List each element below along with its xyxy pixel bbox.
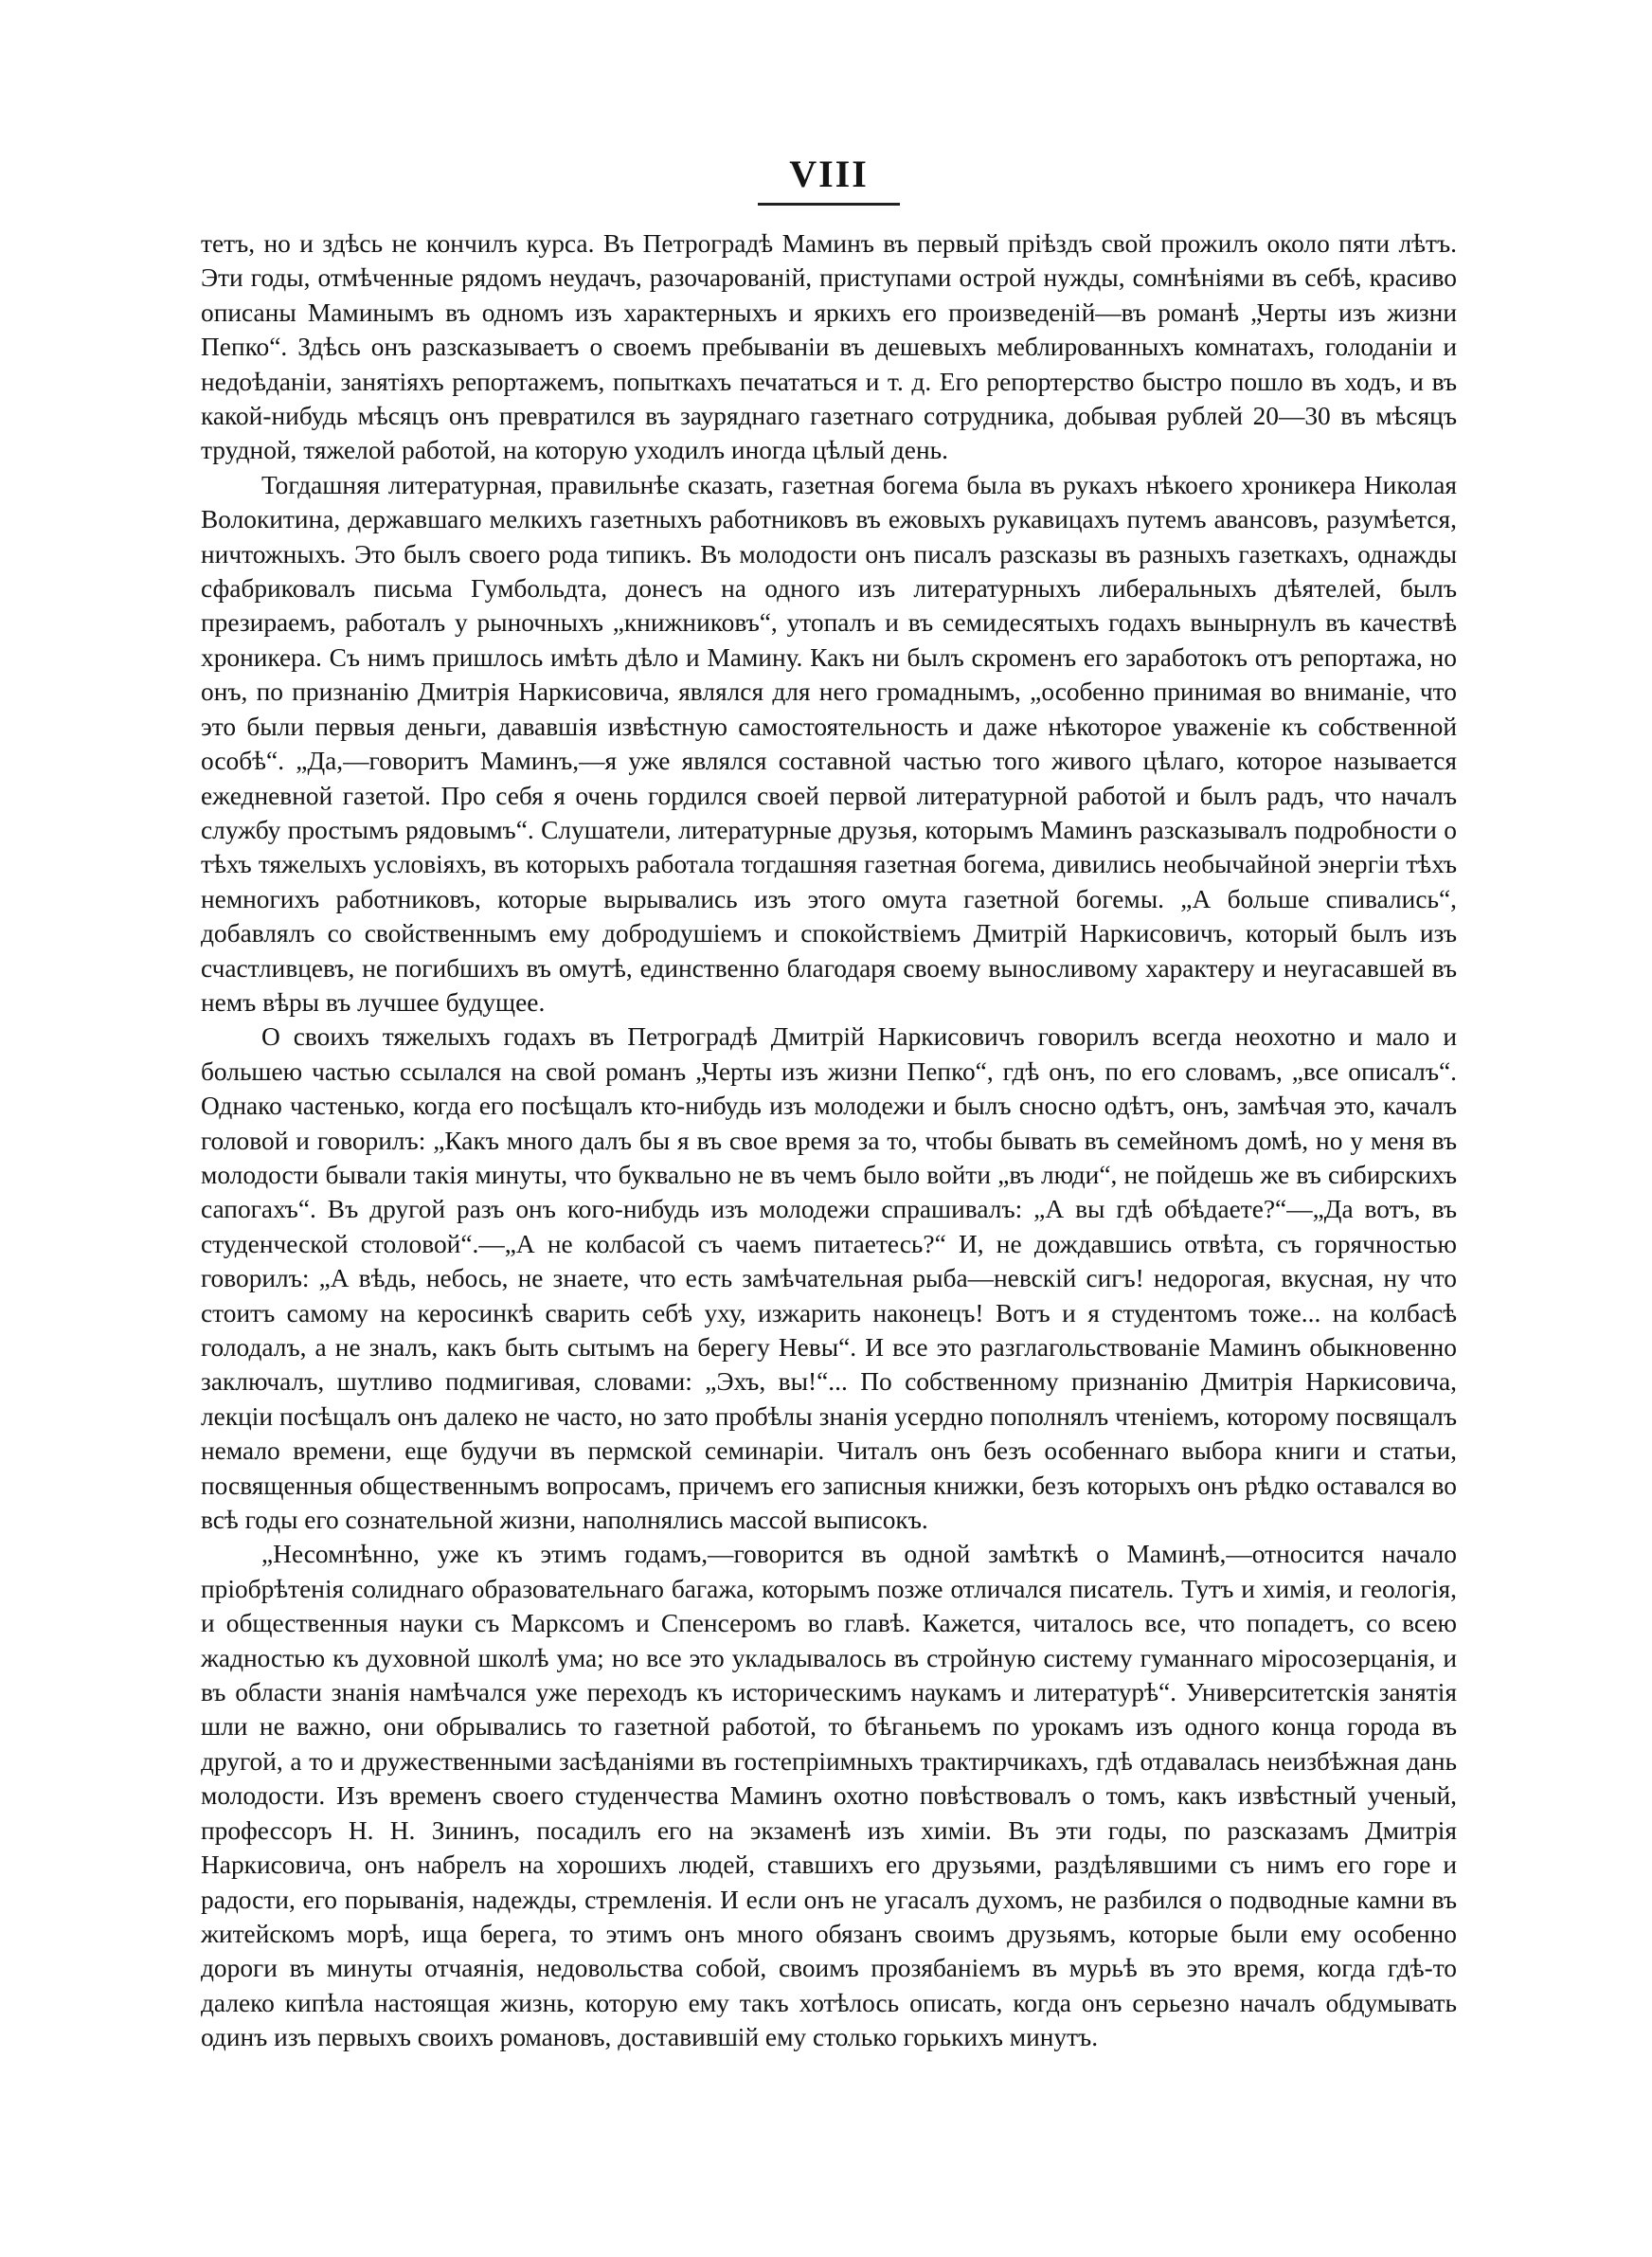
page-number: VIII [789,153,869,195]
paragraph-3: О своихъ тяжелыхъ годахъ въ Петроградѣ Дмитрій Наркисовичъ говорилъ всегда неохотно и мало и большею частью ссылался на свой романъ „Черты изъ жизни Пепко“, гдѣ онъ, по его словамъ, „все описалъ“. Однако частенько, когда его посѣщалъ кто-нибудь изъ молодежи и былъ сносно одѣтъ, онъ, замѣчая это, качалъ головой и говорилъ: „Какъ много далъ бы я въ свое время за то, чтобы бывать въ семейномъ домѣ, но у меня въ молодости бывали такія минуты, что буквально не въ чемъ было войти „въ люди“, не пойдешь же въ сибирскихъ сапогахъ“. Въ другой разъ онъ кого-нибудь изъ молодежи спрашивалъ: „А вы гдѣ обѣдаете?“—„Да вотъ, въ студенческой столовой“.—„А не колбасой съ чаемъ питаетесь?“ И, не дождавшись отвѣта, съ горячностью говорилъ: „А вѣдь, небось, не знаете, что есть замѣчательная рыба—невскій сигъ! недорогая, вкусная, ну что стоитъ самому на керосинкѣ сварить себѣ уху, изжарить наконецъ! Вотъ и я студентомъ тоже... на колбасѣ голодалъ, а не зналъ, какъ быть сытымъ на берегу Невы“. И все это разглагольствованіе Маминъ обыкновенно заключалъ, шутливо подмигивая, словами: „Эхъ, вы!“... По собственному признанію Дмитрія Наркисовича, лекціи посѣщалъ онъ далеко не часто, но зато пробѣлы знанія усердно пополнялъ чтеніемъ, которому посвящалъ немало времени, еще будучи въ пермской семинаріи. Читалъ онъ безъ особеннаго выбора книги и статьи, посвященныя общественнымъ вопросамъ, причемъ его записныя книжки, безъ которыхъ онъ рѣдко оставался во всѣ годы его сознательной жизни, наполнялись массой выписокъ. [201,1022,1457,1535]
paragraph-1: тетъ, но и здѣсь не кончилъ курса. Въ Петроградѣ Маминъ въ первый пріѣздъ свой прожилъ около пяти лѣтъ. Эти годы, отмѣченные рядомъ неудачъ, разочарованій, приступами острой нужды, сомнѣніями въ себѣ, красиво описаны Маминымъ въ одномъ изъ характерныхъ и яркихъ его произведеній—въ романѣ „Черты изъ жизни Пепко“. Здѣсь онъ разсказываетъ о своемъ пребываніи въ дешевыхъ меблированныхъ комнатахъ, голоданіи и недоѣданіи, занятіяхъ репортажемъ, попыткахъ печататься и т. д. Его репортерство быстро пошло въ ходъ, и въ какой-нибудь мѣсяцъ онъ превратился въ зауряднаго газетнаго сотрудника, добывая рублей 20—30 въ мѣсяцъ трудной, тяжелой работой, на которую уходилъ иногда цѣлый день. [201,229,1457,465]
paragraph-4: „Несомнѣнно, уже къ этимъ годамъ,—говорится въ одной замѣткѣ о Маминѣ,—относится начало пріобрѣтенія солиднаго образовательнаго багажа, которымъ позже отличался писатель. Тутъ и химія, и геологія, и общественныя науки съ Марксомъ и Спенсеромъ во главѣ. Кажется, читалось все, что попадетъ, со всею жадностью къ духовной школѣ ума; но все это укладывалось въ стройную систему гуманнаго міросозерцанія, и въ области знанія намѣчался уже переходъ къ историческимъ наукамъ и литературѣ“. Университетскія занятія шли не важно, они обрывались то газетной работой, то бѣганьемъ по урокамъ изъ одного конца города въ другой, а то и дружественными засѣданіями въ гостепріимныхъ трактирчикахъ, гдѣ отдавалась неизбѣжная дань молодости. Изъ временъ своего студенчества Маминъ охотно повѣствовалъ о томъ, какъ извѣстный ученый, профессоръ Н. Н. Зининъ, посадилъ его на экзаменѣ изъ химіи. Въ эти годы, по разсказамъ Дмитрія Наркисовича, онъ набрелъ на хорошихъ людей, ставшихъ его друзьями, раздѣлявшими съ нимъ его горе и радости, его порыванія, надежды, стремленія. И если онъ не угасалъ духомъ, не разбился о подводные камни въ житейскомъ морѣ, ища берега, то этимъ онъ много обязанъ своимъ друзьямъ, которые были ему особенно дороги въ минуты отчаянія, недовольства собой, своимъ прозябаніемъ въ мурьѣ въ это время, когда гдѣ-то далеко кипѣла настоящая жизнь, которую ему такъ хотѣлось описать, когда онъ серьезно началъ обдумывать одинъ изъ первыхъ своихъ романовъ, доставившій ему столько горькихъ минутъ. [201,1540,1457,2052]
book-page [201,152,1457,2160]
paragraph-2: Тогдашняя литературная, правильнѣе сказать, газетная богема была въ рукахъ нѣкоего хроникера Николая Волокитина, державшаго мелкихъ газетныхъ работниковъ въ ежовыхъ рукавицахъ путемъ авансовъ, разумѣется, ничтожныхъ. Это былъ своего рода типикъ. Въ молодости онъ писалъ разсказы въ разныхъ газеткахъ, однажды сфабриковалъ письма Гумбольдта, донесъ на одного изъ литературныхъ либеральныхъ дѣятелей, былъ презираемъ, работалъ у рыночныхъ „книжниковъ“, утопалъ и въ семидесятыхъ годахъ вынырнулъ въ качествѣ хроникера. Съ нимъ пришлось имѣть дѣло и Мамину. Какъ ни былъ скроменъ его заработокъ отъ репортажа, но онъ, по признанію Дмитрія Наркисовича, являлся для него громаднымъ, „особенно принимая во вниманіе, что это были первыя деньги, дававшія извѣстную самостоятельность и даже нѣкоторое уваженіе къ собственной особѣ“. „Да,—говоритъ Маминъ,—я уже являлся составной частью того живого цѣлаго, которое называется ежедневной газетой. Про себя я очень гордился своей первой литературной работой и былъ радъ, что началъ службу простымъ рядовымъ“. Слушатели, литературные друзья, которымъ Маминъ разсказывалъ подробности о тѣхъ тяжелыхъ условіяхъ, въ которыхъ работала тогдашняя газетная богема, дивились необычайной энергіи тѣхъ немногихъ работниковъ, которые вырывались изъ этого омута газетной богемы. „А больше спивались“, добавлялъ со свойственнымъ ему добродушіемъ и спокойствіемъ Дмитрій Наркисовичъ, который былъ изъ счастливцевъ, не погибшихъ въ омутѣ, единственно благодаря своему выносливому характеру и неугасавшей въ немъ вѣры въ лучшее будущее. [201,470,1457,1017]
body-text [201,226,1457,2055]
header-rule [758,203,900,206]
